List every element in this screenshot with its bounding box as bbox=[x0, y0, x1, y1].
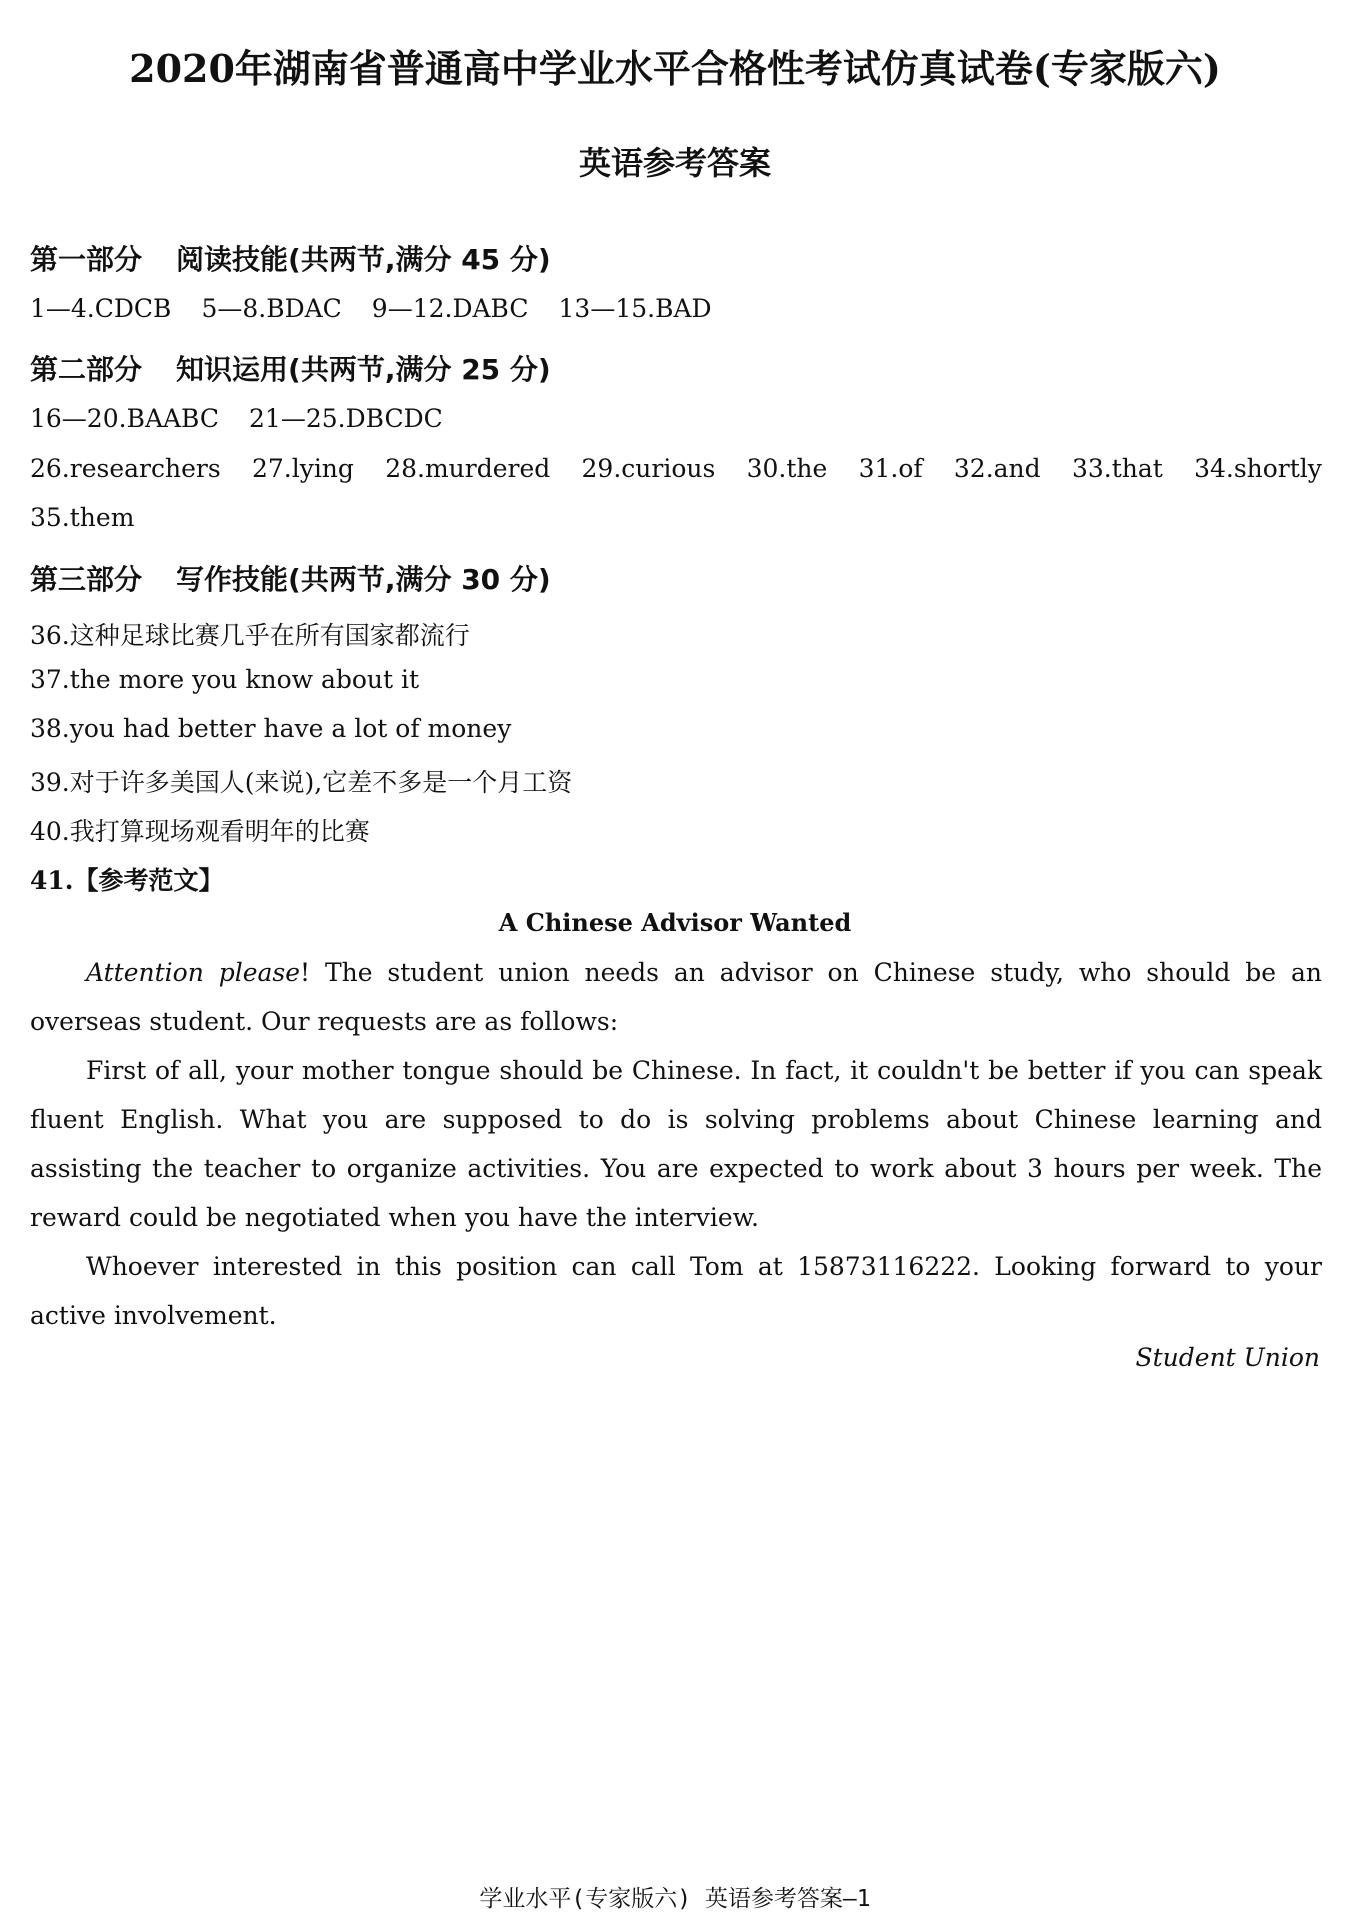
fill-answer: 32.and bbox=[953, 454, 1041, 483]
fill-answer: 27.lying bbox=[251, 454, 354, 483]
section-heading-part1 bbox=[30, 238, 551, 278]
fill-answer: 30.the bbox=[746, 454, 828, 483]
essay-title: A Chinese Advisor Wanted bbox=[498, 908, 852, 937]
section-name: 阅读技能(共两节,满分 45 分) bbox=[176, 243, 551, 276]
fill-answer: 35.them bbox=[30, 503, 135, 532]
section-name: 知识运用(共两节,满分 25 分) bbox=[176, 353, 551, 386]
fill-answer: 33.that bbox=[1071, 454, 1163, 483]
section-label: 第二部分 bbox=[30, 353, 143, 386]
section-heading-part3 bbox=[30, 558, 551, 598]
section-heading-part2 bbox=[30, 348, 551, 388]
essay-paragraph-3: Whoever interested in this position can call Tom at 15873116222. Looking forward to your active involvement. bbox=[30, 1252, 1322, 1330]
essay-signature: Student Union bbox=[1135, 1343, 1320, 1372]
answer-group: 16—20.BAABC bbox=[30, 404, 220, 433]
answer-item: 41.【参考范文】 bbox=[30, 866, 224, 895]
answer-item: 37.the more you know about it bbox=[30, 665, 420, 694]
part2-answers bbox=[30, 404, 473, 433]
fill-answer: 28.murdered bbox=[385, 454, 551, 483]
section-label: 第一部分 bbox=[30, 243, 143, 276]
answer-group: 1—4.CDCB bbox=[30, 294, 172, 323]
answer-group: 9—12.DABC bbox=[371, 294, 529, 323]
page-title: 2020年湖南省普通高中学业水平合格性考试仿真试卷(专家版六) bbox=[129, 46, 1221, 91]
answer-item: 38.you had better have a lot of money bbox=[30, 714, 512, 743]
fill-answer: 29.curious bbox=[581, 454, 716, 483]
answer-group: 5—8.BDAC bbox=[201, 294, 342, 323]
answer-item: 39.对于许多美国人(来说),它差不多是一个月工资 bbox=[30, 768, 573, 797]
essay-paragraph-text: ! The student union needs an advisor on Chinese study, who should be an overseas student. Our requests are as follows: bbox=[30, 958, 1322, 1036]
fill-answer: 34.shortly bbox=[1194, 454, 1322, 483]
fill-answer: 26.researchers bbox=[30, 454, 221, 483]
answer-group: 13—15.BAD bbox=[558, 294, 712, 323]
essay-greeting: Attention please bbox=[86, 958, 301, 987]
part1-answers bbox=[30, 294, 742, 323]
essay-paragraph-1 bbox=[30, 948, 1322, 1046]
answer-group: 21—25.DBCDC bbox=[249, 404, 443, 433]
answer-item: 40.我打算现场观看明年的比赛 bbox=[30, 817, 370, 846]
essay-paragraph-2: First of all, your mother tongue should be Chinese. In fact, it couldn't be better if you can speak fluent English. What you are supposed to do is solving problems about Chinese learning and assisting the teacher to organize activities. You are expected to work about 3 hours per week. The reward could be negotiated when you have the interview. bbox=[30, 1056, 1322, 1232]
section-name: 写作技能(共两节,满分 30 分) bbox=[176, 563, 551, 596]
fill-blank-row bbox=[30, 454, 1322, 483]
section-label: 第三部分 bbox=[30, 563, 143, 596]
fill-answer: 31.of bbox=[858, 454, 923, 483]
page-footer: 学业水平(专家版六) 英语参考答案—1 bbox=[479, 1886, 871, 1912]
answer-item: 36.这种足球比赛几乎在所有国家都流行 bbox=[30, 621, 470, 650]
page-subtitle: 英语参考答案 bbox=[578, 144, 771, 182]
